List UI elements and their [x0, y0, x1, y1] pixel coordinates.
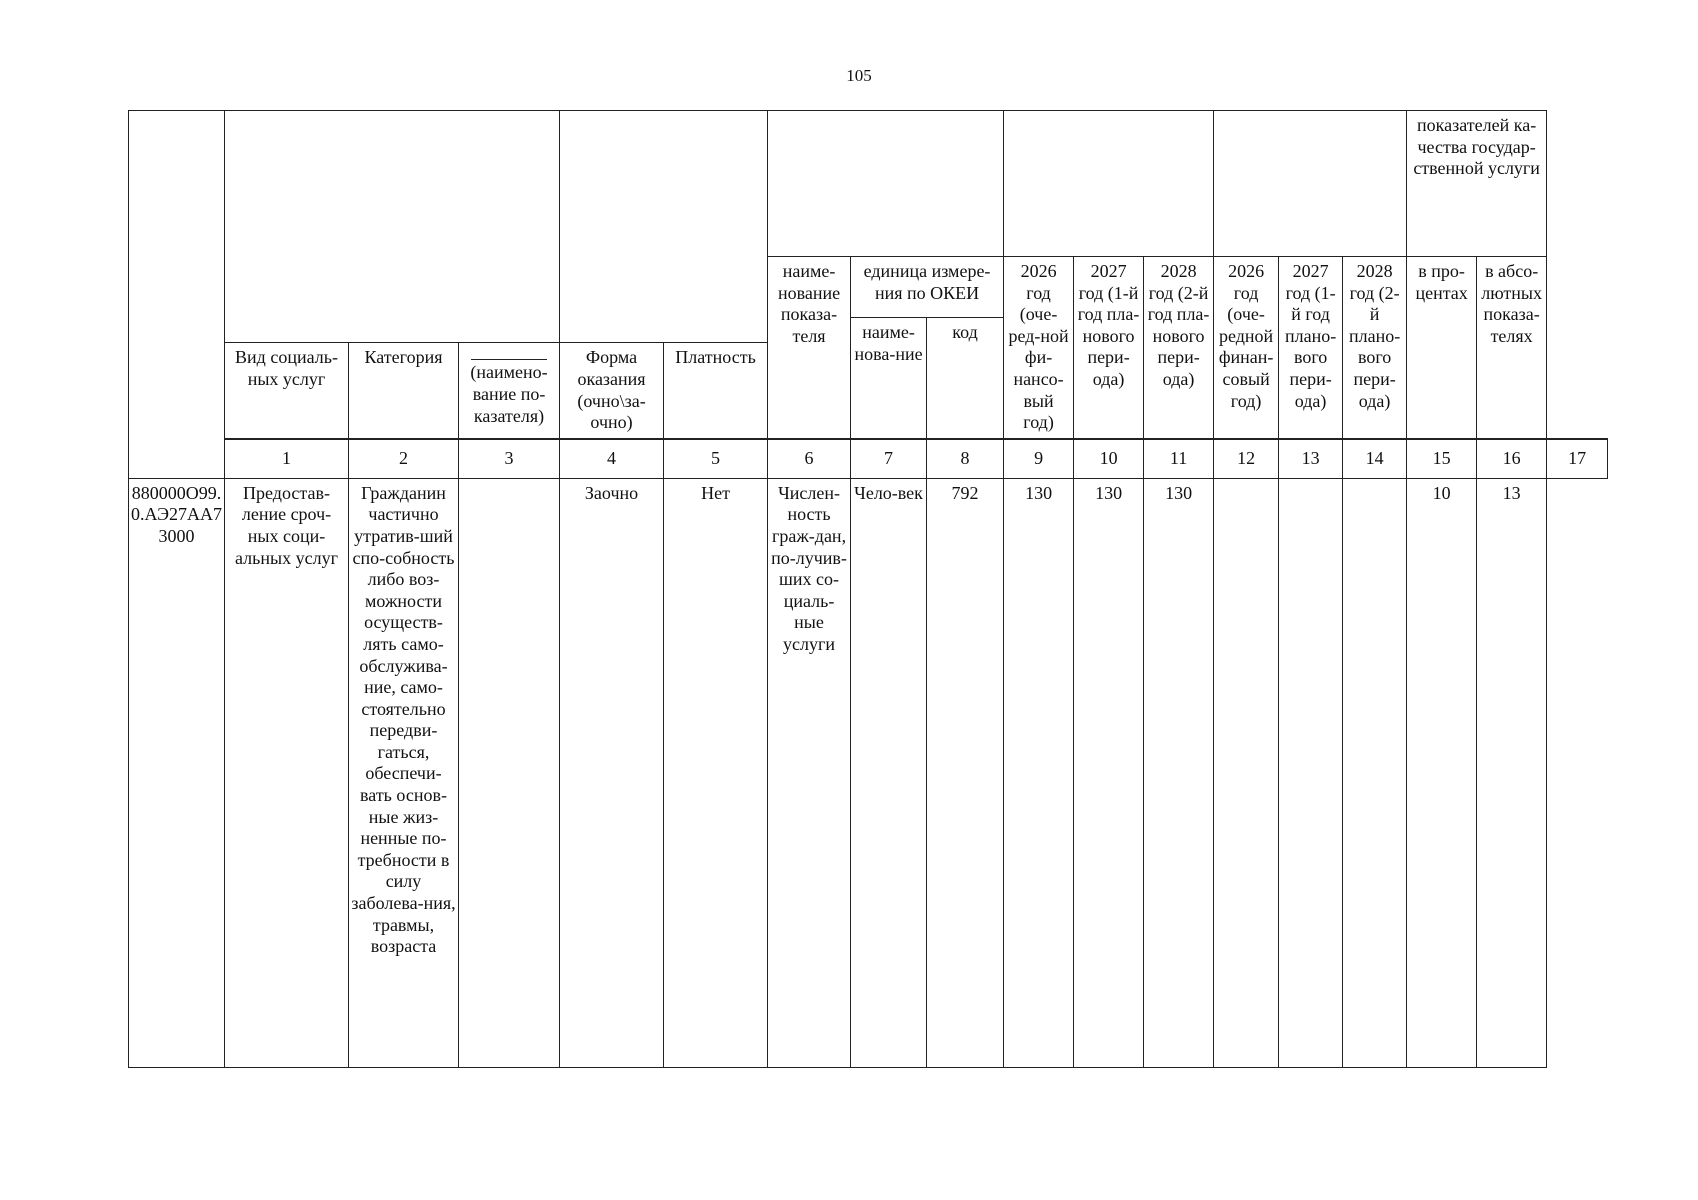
- column-number: 13: [1279, 439, 1343, 479]
- row-indicator-placeholder: [459, 478, 560, 1067]
- column-number: 16: [1477, 439, 1547, 479]
- header-unit-okei: единица измере-ния по ОКЕИ: [851, 257, 1004, 318]
- row-unit-code: 792: [927, 478, 1004, 1067]
- table-row: [129, 478, 1608, 1067]
- header-form: Форма оказания (очно\за-очно): [560, 343, 664, 439]
- row-fee-2027: [1279, 478, 1343, 1067]
- header-group-conditions: [560, 111, 768, 343]
- header-val-2028: 2028 год (2-й год пла-нового пери-ода): [1144, 257, 1214, 439]
- header-group-content: [225, 111, 560, 343]
- header-indicator-placeholder: (наимено-вание по-казателя): [459, 343, 560, 439]
- header-row-1: [129, 111, 1608, 257]
- row-fee-2028: [1343, 478, 1407, 1067]
- row-unit-name: Чело-век: [851, 478, 927, 1067]
- column-number: 12: [1214, 439, 1279, 479]
- header-fee-2028: 2028 год (2-й плано-вого пери-ода): [1343, 257, 1407, 439]
- header-indicator-name: наиме-нование показа-теля: [768, 257, 851, 439]
- row-percent: 10: [1407, 478, 1477, 1067]
- row-val-2026: 130: [1004, 478, 1074, 1067]
- header-unit-name: наиме-нова-ние: [851, 318, 927, 439]
- header-unit-code: код: [927, 318, 1004, 439]
- header-fee-2027: 2027 год (1-й год плано-вого пери-ода): [1279, 257, 1343, 439]
- column-number: 7: [851, 439, 927, 479]
- column-number: 10: [1074, 439, 1144, 479]
- column-number: 6: [768, 439, 851, 479]
- row-absolute: 13: [1477, 478, 1547, 1067]
- header-group-values: [1004, 111, 1214, 257]
- column-number: 14: [1343, 439, 1407, 479]
- column-number: 1: [225, 439, 349, 479]
- header-paid: Платность: [664, 343, 768, 439]
- header-category: Категория: [349, 343, 459, 439]
- services-table: [128, 110, 1608, 1068]
- row-form: Заочно: [560, 478, 664, 1067]
- column-number: 5: [664, 439, 768, 479]
- header-val-2026: 2026 год (оче-ред-ной фи-нансо-вый год): [1004, 257, 1074, 439]
- column-number: 9: [1004, 439, 1074, 479]
- row-service-type: Предостав-ление сроч-ных соци-альных услуг: [225, 478, 349, 1067]
- header-val-2027: 2027 год (1-й год пла-нового пери-ода): [1074, 257, 1144, 439]
- header-group-indicator: [768, 111, 1004, 257]
- row-category: Гражданин частично утратив-ший спо-собность либо воз-можности осуществ-лять само-обслужива-ние, само-стоятельно передви-гаться, обеспечи-вать основ-ные жиз-ненные по-требности в силу заболева-ния, травмы, возраста: [349, 478, 459, 1067]
- row-code: 880000О99.0.АЭ27АА73000: [129, 478, 225, 1067]
- column-number: 3: [459, 439, 560, 479]
- page-number: 105: [846, 66, 872, 85]
- header-cell-1: [129, 111, 225, 479]
- row-paid: Нет: [664, 478, 768, 1067]
- header-quality-indicators: показателей ка-чества государ-ственной услуги: [1407, 111, 1547, 257]
- column-number: 4: [560, 439, 664, 479]
- header-group-fees: [1214, 111, 1407, 257]
- header-service-type: Вид социаль-ных услуг: [225, 343, 349, 439]
- row-fee-2026: [1214, 478, 1279, 1067]
- header-percent: в про-центах: [1407, 257, 1477, 439]
- row-val-2027: 130: [1074, 478, 1144, 1067]
- header-fee-2026: 2026 год (оче-редной финан-совый год): [1214, 257, 1279, 439]
- column-numbers-row: [129, 439, 1608, 479]
- column-number: 15: [1407, 439, 1477, 479]
- column-number: 8: [927, 439, 1004, 479]
- header-absolute: в абсо-лютных показа-телях: [1477, 257, 1547, 439]
- column-number: 2: [349, 439, 459, 479]
- column-number: 17: [1547, 439, 1608, 479]
- column-number: 11: [1144, 439, 1214, 479]
- row-indicator-name: Числен-ность граж-дан, по-лучив-ших со-циаль-ные услуги: [768, 478, 851, 1067]
- blank-underline: [471, 359, 548, 360]
- row-val-2028: 130: [1144, 478, 1214, 1067]
